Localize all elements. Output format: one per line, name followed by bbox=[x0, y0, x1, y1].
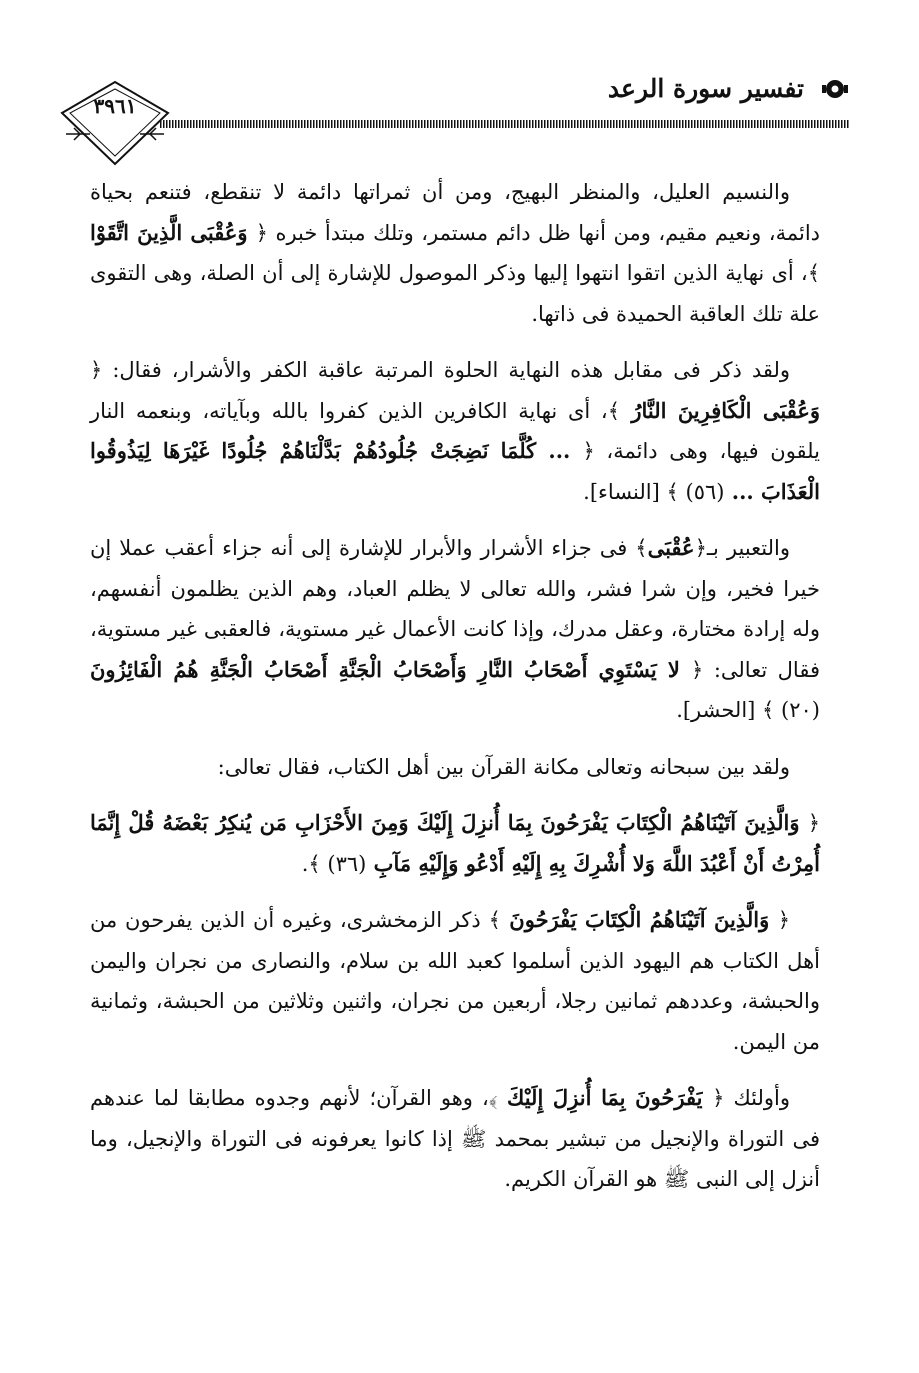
verse-bracket: ﴿ bbox=[691, 657, 704, 682]
paragraph-text: ولقد بين سبحانه وتعالى مكانة القرآن بين أهل الكتاب، فقال تعالى: bbox=[217, 754, 790, 779]
paragraph-text: ذكر الزمخشرى، وغيره أن الذين يفرحون من أهل الكتاب هم اليهود الذين أسلموا كعبد الله بن سلام، والنصارى من نجران واليمن والحبشة، وعددهم ثمانين رجلا، أربعين من نجران، واثنين وثلاثين من الحبشة، وثمانية من اليمن. bbox=[90, 908, 820, 1054]
verse-bracket: ﴿ bbox=[694, 536, 707, 560]
verse-bracket: ﴿ bbox=[255, 220, 268, 245]
verse-number: (٣٦) bbox=[327, 851, 367, 876]
paragraph bbox=[90, 900, 820, 1062]
verse-bracket: ﴾ bbox=[762, 698, 782, 722]
verse-bracket: ﴾ bbox=[488, 908, 501, 932]
verse-bracket: ﴿ bbox=[777, 908, 790, 932]
page-header bbox=[60, 66, 850, 166]
paragraph-text: ، وهو القرآن؛ لأنهم وجدوه مطابقا لما عندهم فى التوراة والإنجيل من تبشير بمحمد ﷺ إذا كانوا يعرفونه فى التوراة والإنجيل، وما أنزل إلى النبى ﷺ هو القرآن الكريم. bbox=[90, 1086, 820, 1191]
paragraph-text: . bbox=[301, 851, 309, 876]
verse-number: (٥٦) bbox=[685, 479, 725, 504]
quran-verse: ... كُلَّمَا نَضِجَتْ جُلُودُهُمْ بَدَّلْنَاهُمْ جُلُودًا غَيْرَهَا لِيَذُوقُوا الْعَذَابَ ... bbox=[90, 438, 820, 504]
paragraph-text: والتعبير بـ bbox=[706, 536, 790, 560]
paragraph bbox=[90, 172, 820, 334]
ornament-icon bbox=[820, 76, 850, 102]
paragraph-text: والنسيم العليل، والمنظر البهيج، ومن أن ثمراتها دائمة لا تنقطع، فتنعم بحياة دائمة، ونعيم مقيم، ومن أنها ظل دائم مستمر، وتلك مبتدأ خبره bbox=[90, 180, 821, 245]
page-number-badge-icon bbox=[60, 80, 170, 166]
quran-verse: لا يَسْتَوِي أَصْحَابُ النَّارِ وَأَصْحَابُ الْجَنَّةِ أَصْحَابُ الْجَنَّةِ هُمُ الْفَائِزُونَ bbox=[90, 656, 692, 682]
page-number: ٣٩٦١ bbox=[93, 94, 137, 118]
verse-bracket: ﴿ bbox=[582, 439, 595, 463]
header-rule bbox=[160, 120, 850, 128]
paragraph-text: ، أى نهاية الكافرين الذين كفروا بالله وبآياته، وبنعمه النار يلقون فيها، وهى دائمة، bbox=[90, 398, 820, 463]
verse-bracket: ﴿ bbox=[90, 358, 103, 382]
paragraph-text: [النساء]. bbox=[583, 479, 667, 504]
paragraph bbox=[90, 1078, 820, 1200]
paragraph-text: ، أى نهاية الذين اتقوا انتهوا إليها وذكر الموصول للإشارة إلى أن الصلة، وهى التقوى علة تلك العاقبة الحميدة فى ذاتها. bbox=[90, 261, 820, 326]
paragraph-text: ولقد ذكر فى مقابل هذه النهاية الحلوة المرتبة عاقبة الكفر والأشرار، فقال: bbox=[102, 358, 790, 382]
verse-bracket: ﴾ bbox=[635, 536, 648, 560]
paragraph bbox=[90, 528, 820, 731]
quran-verse: وَعُقْبَى الْكَافِرِينَ النَّارُ bbox=[620, 397, 820, 423]
verse-number: (٢٠) bbox=[781, 698, 820, 722]
paragraph-text: [الحشر]. bbox=[676, 698, 763, 722]
paragraph-text: فى جزاء الأشرار والأبرار للإشارة إلى أنه جزاء أعقب عملا إن خيرا فخير، وإن شرا فشر، والله تعالى لا يظلم العباد، وهم الذين يظلمون أنفسهم، وله إرادة مختارة، وعقل مدرك، وإذا كانت الأعمال غير مستوية، فالعقبى غير مستوية، فقال تعالى: bbox=[90, 536, 820, 682]
verse-bracket: ﴿ bbox=[712, 1086, 725, 1110]
verse-bracket: ﴾ bbox=[488, 1086, 498, 1110]
quran-verse: وَالَّذِينَ آتَيْنَاهُمُ الْكِتَابَ يَفْرَحُونَ bbox=[500, 907, 778, 932]
verse-bracket: ﴾ bbox=[807, 261, 820, 285]
paragraph bbox=[90, 350, 820, 512]
verse-bracket: ﴾ bbox=[666, 479, 686, 504]
running-title: تفسير سورة الرعد bbox=[607, 74, 804, 103]
verse-bracket: ﴿ bbox=[807, 811, 820, 835]
verse-bracket: ﴾ bbox=[308, 851, 328, 876]
paragraph bbox=[90, 803, 820, 884]
verse-bracket: ﴾ bbox=[607, 398, 621, 423]
paragraph bbox=[90, 747, 820, 788]
quran-verse: وَعُقْبَى الَّذِينَ اتَّقَوْا bbox=[90, 219, 256, 245]
quran-verse: يَفْرَحُونَ بِمَا أُنزِلَ إِلَيْكَ bbox=[497, 1085, 713, 1110]
page-body bbox=[90, 172, 820, 1216]
quran-verse: عُقْبَى bbox=[647, 535, 695, 560]
quran-verse: وَالَّذِينَ آتَيْنَاهُمُ الْكِتَابَ يَفْرَحُونَ بِمَا أُنزِلَ إِلَيْكَ وَمِنَ الأَحْزَابِ مَن يُنكِرُ بَعْضَهُ قُلْ إِنَّمَا أُمِرْتُ أَنْ أَعْبُدَ اللَّهَ وَلا أُشْرِكَ بِهِ إِلَيْهِ أَدْعُو وَإِلَيْهِ مَآبِ bbox=[90, 810, 820, 876]
paragraph-text: وأولئك bbox=[724, 1086, 790, 1110]
